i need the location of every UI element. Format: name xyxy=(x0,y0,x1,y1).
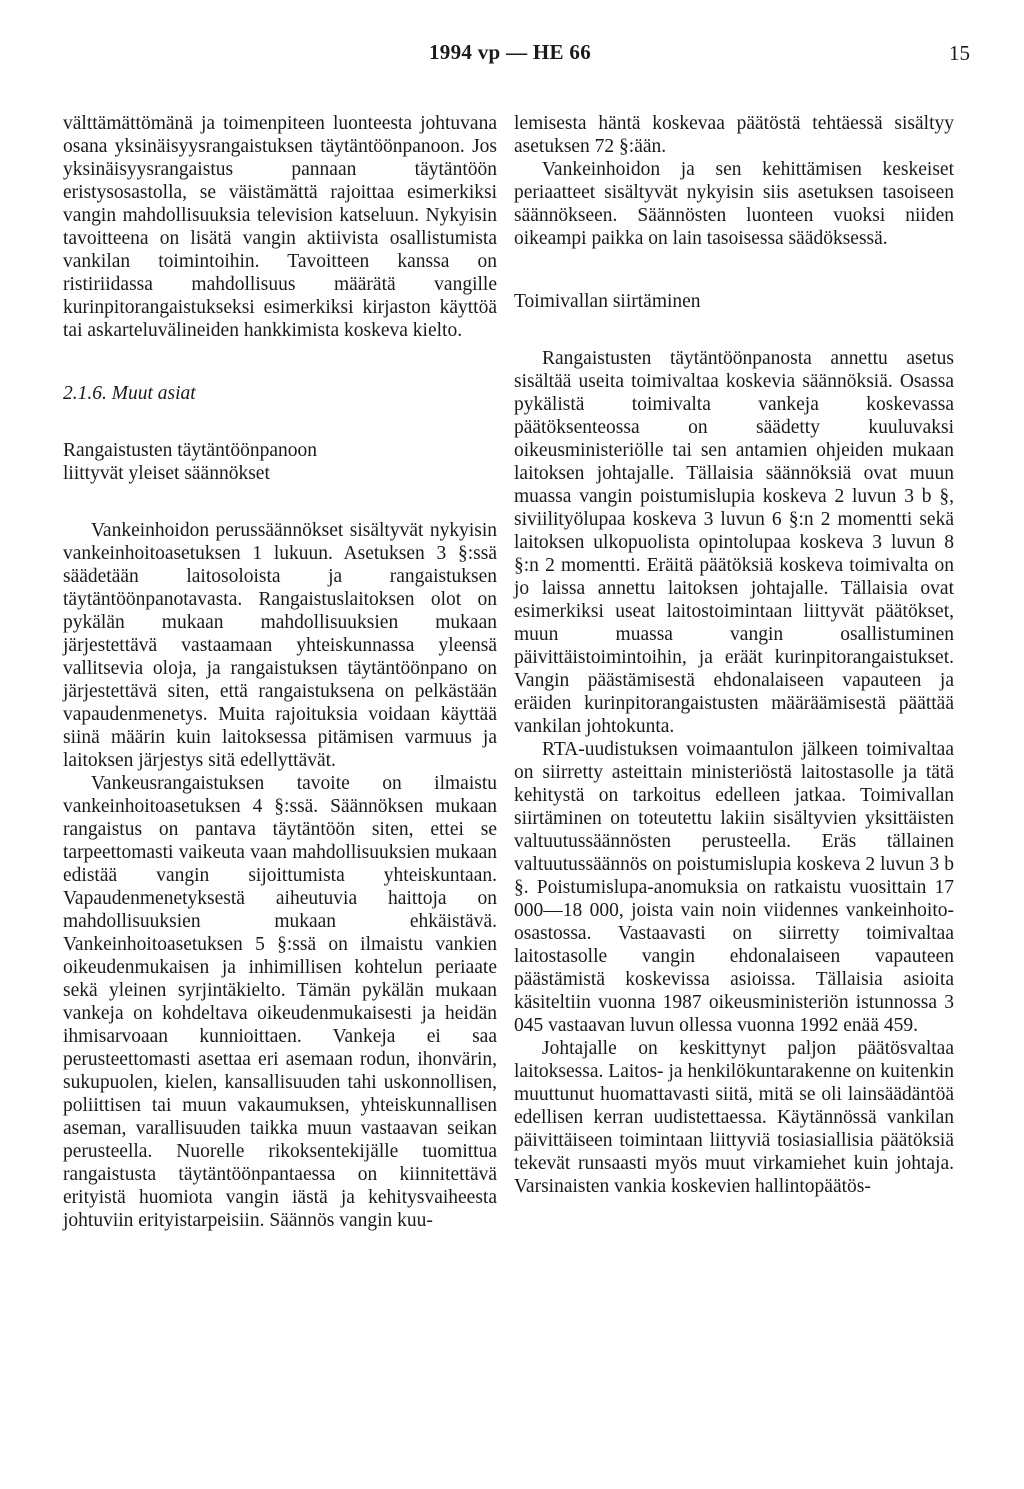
section-title: Muut asiat xyxy=(111,383,196,404)
right-paragraph-1: lemisesta häntä koskevaa päätöstä tehtäessä sisältyy asetuksen 72 §:ään. xyxy=(514,113,954,157)
left-column xyxy=(63,112,497,1232)
page-number: 15 xyxy=(949,41,970,65)
running-title: 1994 vp — HE 66 xyxy=(428,40,592,64)
left-paragraph-3: Vankeusrangaistuksen tavoite on ilmaistu vankeinhoitoasetuksen 4 §:ssä. Säännöksen mukaan rangaistus on pantava täytäntöön siten, ettei se tarpeettomasti vaikeuta vaan mahdollisuuksien mukaan edistää vangin sijoittumista yhteiskuntaan. Vapaudenmenetyksestä aiheutuvia haittoja on mahdollisuuksien mukaan ehkäistävä. Vankeinhoitoasetuksen 5 §:ssä on ilmaistu vankien oikeudenmukaisen ja inhimillisen kohtelun periaate sekä yleinen syrjintäkielto. Tämän pykälän mukaan vankeja on kohdeltava oikeudenmukaisesti ja heidän ihmisarvoaan kunnioittaen. Vankeja ei saa perusteettomasti asettaa eri asemaan rodun, ihonvärin, sukupuolen, kielen, kansallisuuden tahi uskonnollisen, poliittisen tai muun vakaumuksen, yhteiskunnallisen aseman, varallisuuden taikka muun vastaavan seikan perusteella. Nuorelle rikoksentekijälle tuomittua rangaistusta täytäntöönpantaessa on kiinnitettävä erityistä huomiota vangin iästä ja kehitysvaiheesta johtuviin erityistarpeisiin. Säännös vangin kuu- xyxy=(63,773,497,1231)
page-header xyxy=(0,30,1024,70)
right-paragraph-2: Vankeinhoidon ja sen kehittämisen keskeiset periaatteet sisältyvät nykyisin siis asetuksen tasoiseen säännökseen. Säännösten luonteen vuoksi niiden oikeampi paikka on lain tasoisessa säädöksessä. xyxy=(514,159,954,249)
left-paragraph-2: Vankeinhoidon perussäännökset sisältyvät nykyisin vankeinhoitoasetuksen 1 lukuun. Asetuksen 3 §:ssä säädetään laitosoloista ja rangaistuksen täytäntöönpanotavasta. Rangaistuslaitoksen olot on pykälän mukaan mahdollisuuksien mukaan järjestettävä vastaamaan yhteiskunnassa yleensä vallitsevia oloja, ja rangaistuksen täytäntöönpano on järjestettävä siten, että rangaistuksena on pelkästään vapaudenmenetys. Muita rajoituksia voidaan käyttää siinä määrin kuin laitoksessa pitämisen varmuus ja laitoksen järjestys sitä edellyttävät. xyxy=(63,520,497,771)
right-column xyxy=(514,112,954,1198)
section-number: 2.1.6. xyxy=(63,383,107,404)
left-paragraph-1: välttämättömänä ja toimenpiteen luonteesta johtuvana osana yksinäisyysrangaistuksen täytäntöönpanoon. Jos yksinäisyysrangaistus pannaan täytäntöön eristysosastolla, se väistämättä rajoittaa esimerkiksi vangin mahdollisuuksia television katseluun. Nykyisin tavoitteena on lisätä vangin aktiivista osallistumista vankilan toimintoihin. Tavoitteen kanssa on ristiriidassa mahdollisuus määrätä vangille kurinpitorangaistukseksi esimerkiksi kirjaston käyttöä tai askarteluvälineiden hankkimista koskeva kielto. xyxy=(63,113,497,341)
left-subheading: Rangaistusten täytäntöönpanoon liittyvät yleiset säännökset xyxy=(63,440,317,484)
right-paragraph-4: RTA-uudistuksen voimaantulon jälkeen toimivaltaa on siirretty asteittain ministeriöstä laitostasolle ja tätä kehitystä on tarkoitus edelleen jatkaa. Toimivallan siirtäminen on toteutettu lakiin sisältyvien yksittäisten valtuutussäännösten perusteella. Eräs tällainen valtuutussäännös on poistumislupia koskeva 2 luvun 3 b §. Poistumislupa-anomuksia on ratkaistu vuosittain 17 000—18 000, joista vain noin viidennes vankeinhoito-osastossa. Vastaavasti on siirretty toimivaltaa laitostasolle vangin ehdonalaiseen vapauteen päästämistä koskevissa asioissa. Tällaisia asioita käsiteltiin vuonna 1987 oikeusministeriön istunnossa 3 045 vastaavan luvun ollessa vuonna 1992 enää 459. xyxy=(514,739,954,1036)
right-paragraph-3: Rangaistusten täytäntöönpanosta annettu asetus sisältää useita toimivaltaa koskevia säännöksiä. Osassa pykälistä toimivalta vankeja koskevassa päätöksenteossa on säädetty kuuluvaksi oikeusministeriölle tai sen antamien ohjeiden mukaan laitoksen johtajalle. Tällaisia säännöksiä ovat muun muassa vangin poistumislupia koskeva 2 luvun 3 b §, siviilityölupaa koskeva 3 luvun 6 §:n 2 momentti sekä laitoksen ulkopuolista opintolupaa koskeva 3 luvun 8 §:n 2 momentti. Eräitä päätöksiä koskeva toimivalta on jo laissa annettu laitoksen johtajalle. Tällaisia ovat esimerkiksi useat laitostoimintaan liittyvät päätökset, muun muassa vangin osallistuminen päivittäistoimintoihin, ja eräät kurinpitorangaistukset. Vangin päästämisestä ehdonalaiseen vapauteen ja eräiden kurinpitorangaistusten määräämisestä päättää vankilan johtokunta. xyxy=(514,348,954,737)
right-subheading: Toimivallan siirtäminen xyxy=(514,291,701,312)
right-paragraph-5: Johtajalle on keskittynyt paljon päätösvaltaa laitoksessa. Laitos- ja henkilökuntarakenne on kuitenkin muuttunut huomattavasti siitä, mitä se oli lainsäädäntöä edellisen kerran uudistettaessa. Käytännössä vankilan päivittäiseen toimintaan liittyviä tosiasiallisia päätöksiä tekevät runsaasti myös muut virkamiehet kuin johtaja. Varsinaisten vankia koskevien hallintopäätös- xyxy=(514,1038,954,1197)
section-heading xyxy=(63,382,497,405)
